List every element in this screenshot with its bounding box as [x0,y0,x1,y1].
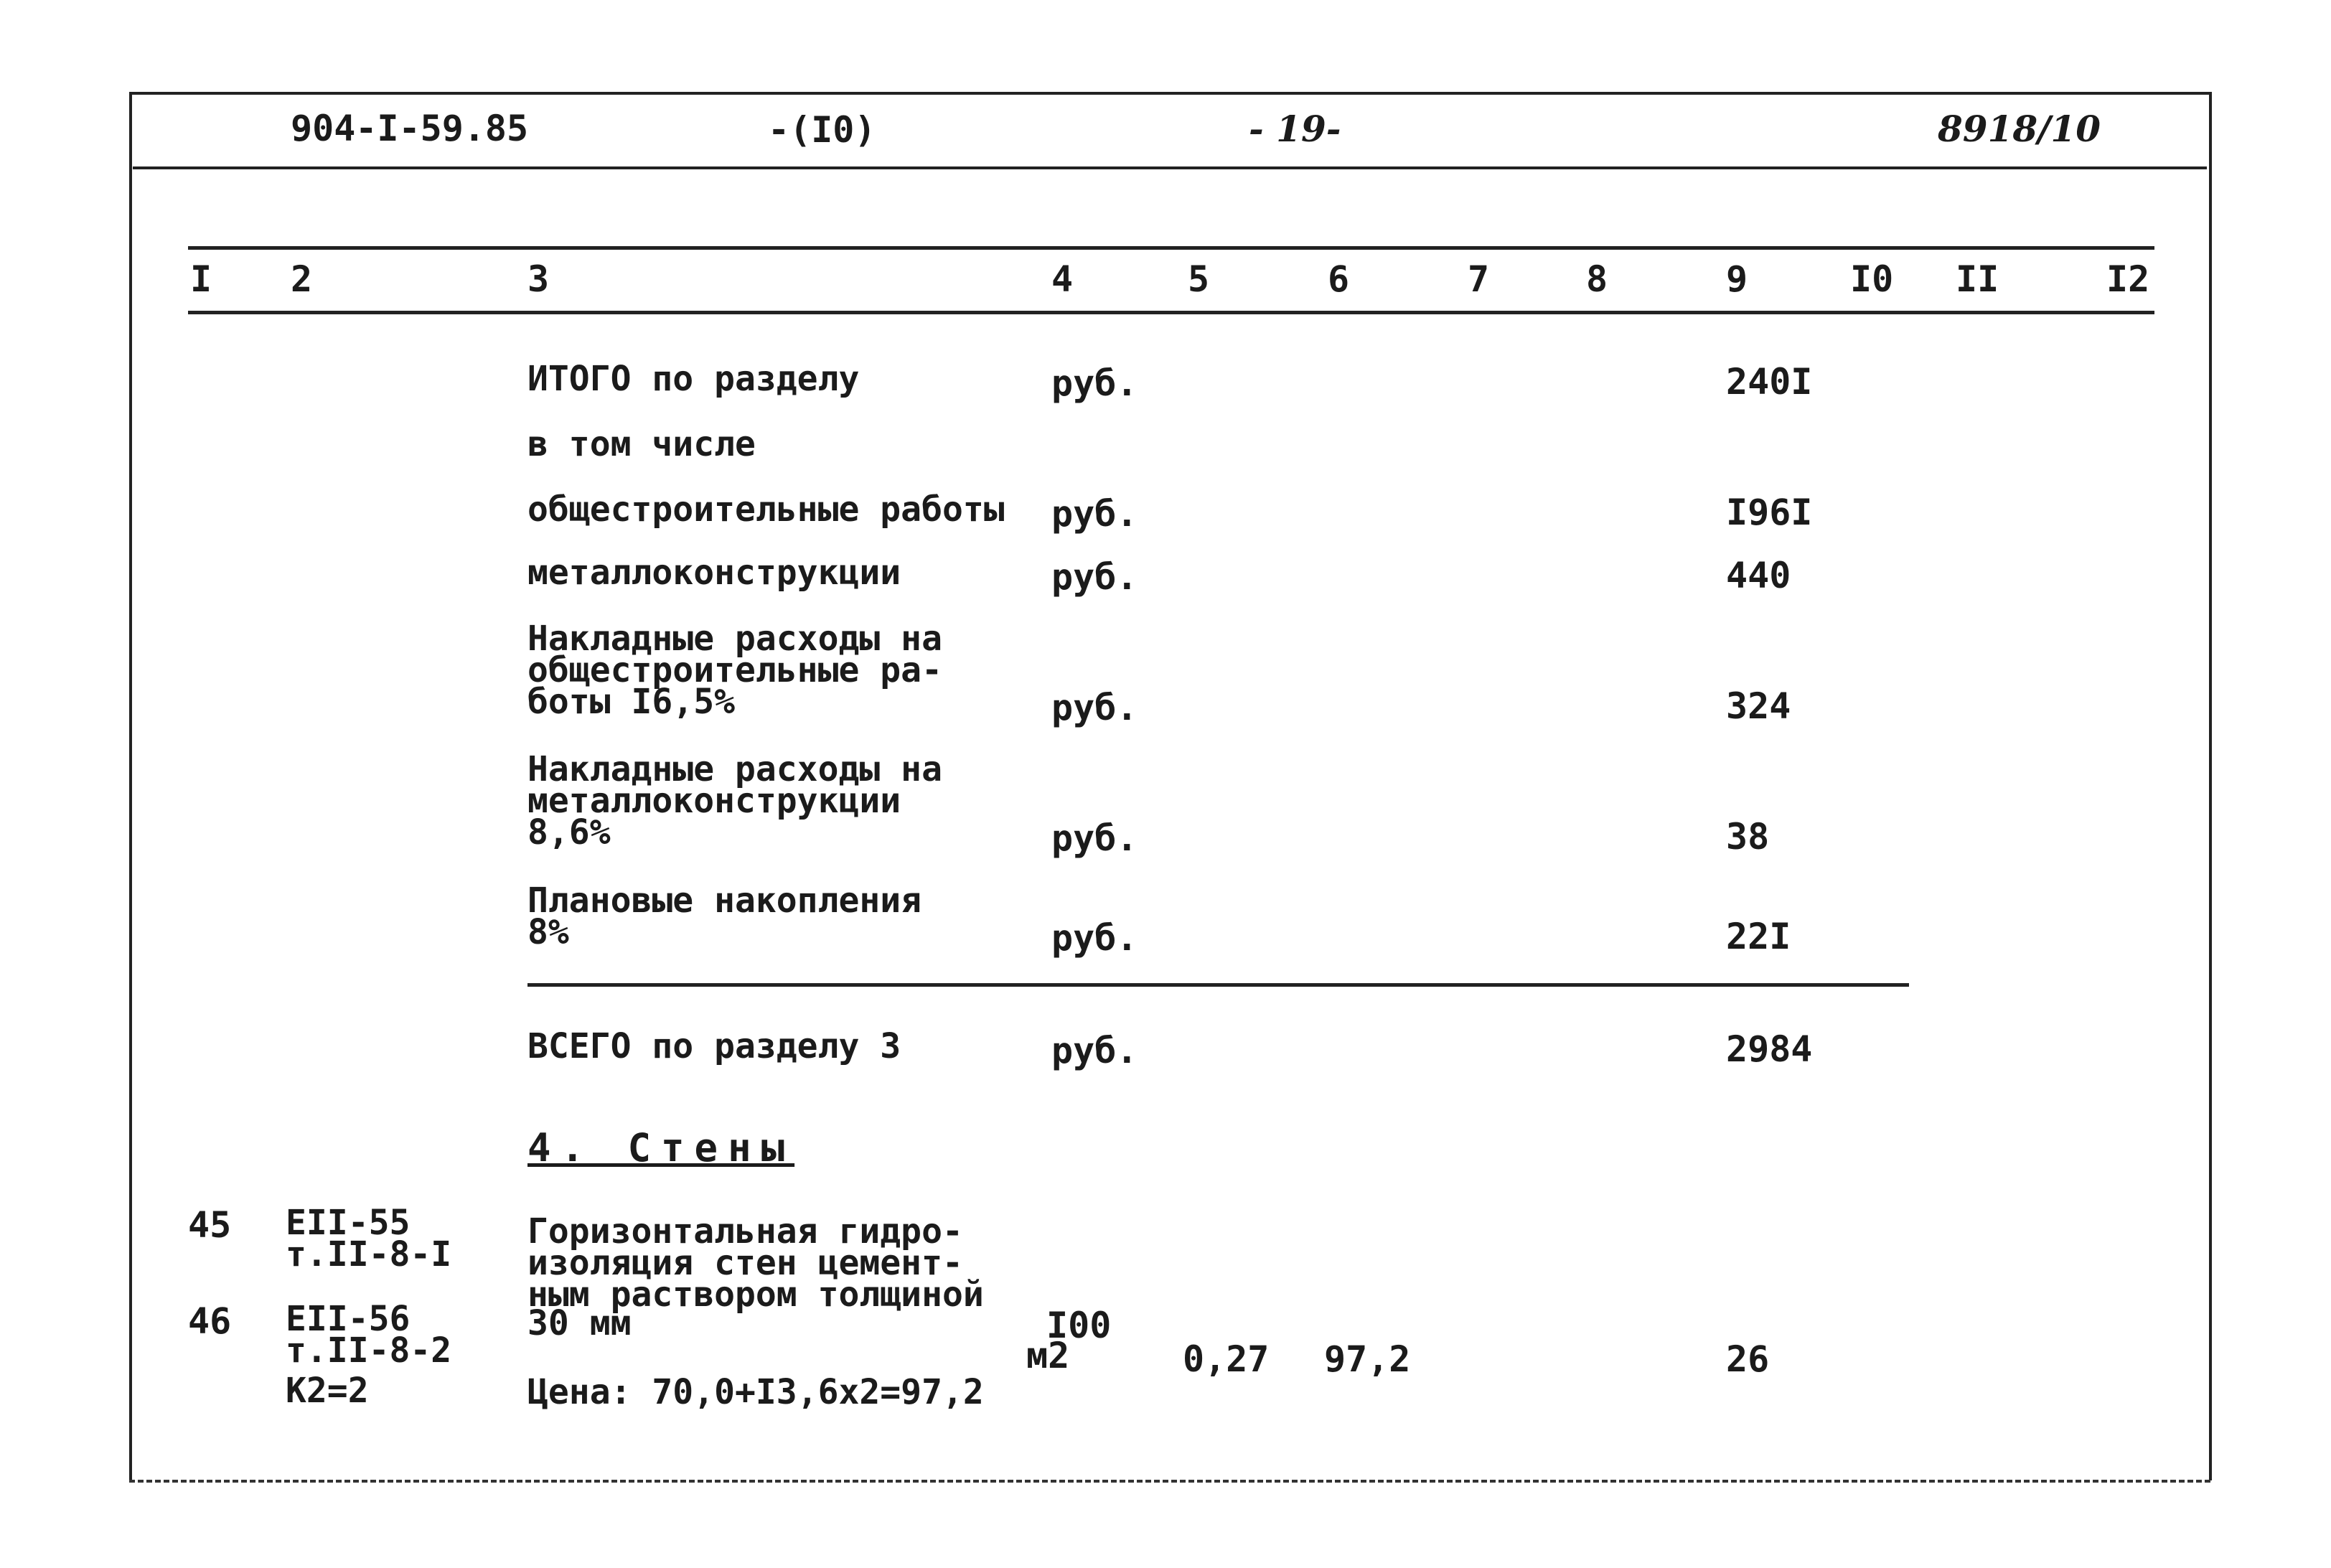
item-description-line: Горизонтальная гидро- [527,1211,963,1252]
total-row-name: ВСЕГО по разделу 3 [527,1026,901,1066]
column-number: 9 [1726,258,1748,300]
document-part: -(I0) [768,109,876,151]
summary-row-value: 324 [1726,685,1791,727]
subtotal-rule [527,983,1909,987]
column-number: I [190,258,212,300]
summary-row-name-line: металлоконструкции [527,781,901,821]
item-code-line: EII-55 [286,1203,411,1243]
column-number: 8 [1586,258,1608,300]
summary-row-name: общестроительные работы [527,489,1005,530]
item-code-line: т.II-8-2 [286,1330,452,1371]
item-code-line: К2=2 [286,1371,369,1411]
summary-row-unit: руб. [1051,493,1138,535]
summary-row-name: в том числе [527,424,756,464]
item-description-line: изоляция стен цемент- [527,1243,963,1283]
summary-row-name-line: общестроительные ра- [527,650,942,690]
summary-row-name-line: боты I6,5% [527,682,735,722]
summary-row-unit: руб. [1051,817,1138,859]
summary-row-name-line: 8% [527,912,569,952]
column-number: 6 [1328,258,1350,300]
item-total: 26 [1726,1338,1770,1380]
column-number: 7 [1468,258,1490,300]
item-rate: 97,2 [1324,1338,1411,1380]
item-quantity: 0,27 [1183,1338,1270,1380]
item-description-line: 30 мм [527,1303,632,1343]
summary-row-name: металлоконструкции [527,553,901,593]
summary-row-unit: руб. [1051,556,1138,598]
item-number: 45 [188,1204,232,1246]
item-description-line: ным раствором толщиной [527,1274,984,1315]
summary-row-name-line: Накладные расходы на [527,749,942,789]
column-number: 5 [1188,258,1210,300]
frame-bottom-border [129,1480,2210,1483]
summary-row-unit: руб. [1051,917,1138,959]
item-code-line: EII-56 [286,1299,411,1339]
page-number: - 19- [1249,108,1341,150]
frame-top-border [129,92,2210,95]
summary-row-unit: руб. [1051,362,1138,404]
summary-row-name-line: Плановые накопления [527,881,922,921]
total-row-unit: руб. [1051,1030,1138,1071]
column-number: 4 [1051,258,1074,300]
document-reference: 8918/10 [1938,108,2101,150]
document-code: 904-I-59.85 [291,108,529,149]
frame-right-border [2209,92,2212,1480]
summary-row-value: I96I [1726,492,1813,533]
item-unit-line: м2 [1026,1335,1070,1376]
item-code-line: т.II-8-I [286,1234,452,1274]
table-header-rule [188,311,2154,314]
summary-row-value: 240I [1726,361,1813,403]
column-number: II [1956,258,1999,300]
total-row-value: 2984 [1726,1028,1813,1070]
section-title: 4. Стены [527,1125,795,1170]
summary-row-value: 22I [1726,916,1791,957]
summary-row-unit: руб. [1051,687,1138,728]
frame-left-border [129,92,132,1480]
item-price-note: Цена: 70,0+I3,6х2=97,2 [527,1372,984,1412]
column-number: I0 [1850,258,1894,300]
item-unit-line: I00 [1046,1305,1112,1346]
summary-row-name: ИТОГО по разделу [527,359,860,399]
table-top-rule [188,246,2154,250]
summary-row-name-line: 8,6% [527,812,611,853]
column-number: I2 [2106,258,2150,300]
header-rule [133,166,2207,169]
summary-row-name-line: Накладные расходы на [527,619,942,659]
item-number: 46 [188,1300,232,1342]
column-number: 3 [527,258,550,300]
column-number: 2 [291,258,313,300]
summary-row-value: 440 [1726,555,1791,596]
summary-row-value: 38 [1726,816,1770,858]
